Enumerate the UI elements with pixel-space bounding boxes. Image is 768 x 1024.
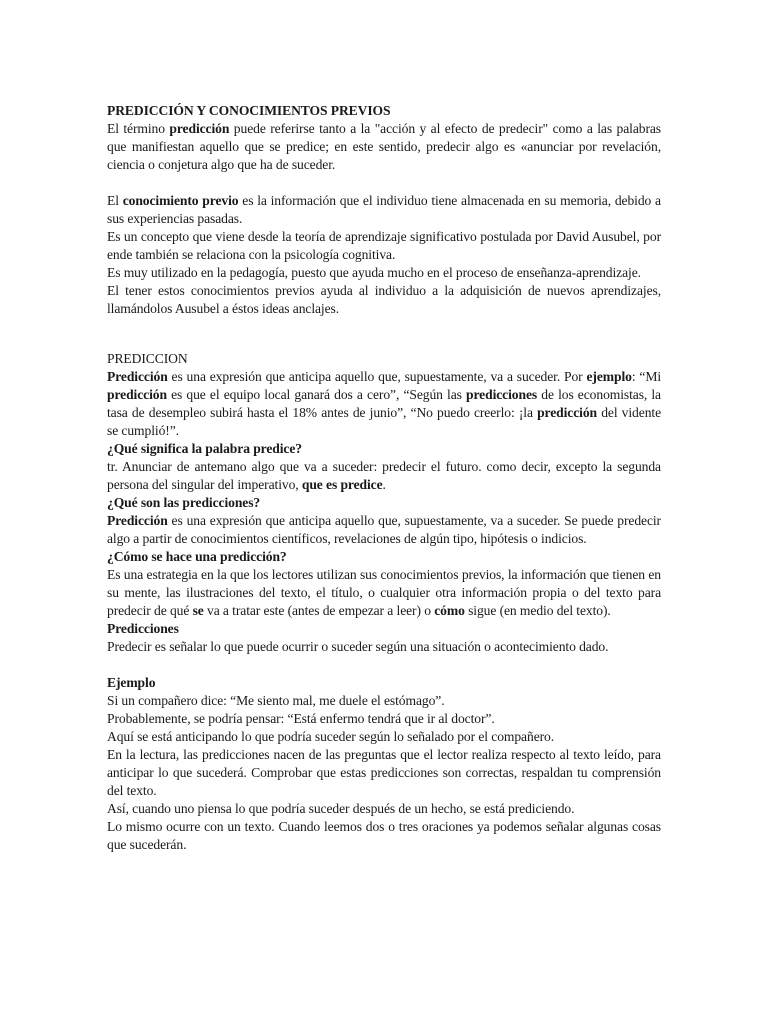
example-line: Si un compañero dice: “Me siento mal, me duele el estómago”.	[107, 693, 445, 708]
text-run: de los economistas, la tasa de desempleo subirá hasta el 18% antes de junio”, “No puedo creerlo: ¡la	[107, 387, 661, 420]
document-content	[107, 102, 661, 854]
example-line: En la lectura, las predicciones nacen de las preguntas que el lector realiza respecto al texto leído, para anticipar lo que sucederá. Comprobar que estas predicciones son correctas, respaldan tu comprensión del texto.	[107, 747, 661, 798]
example-line: Probablemente, se podría pensar: “Está enfermo tendrá que ir al doctor”.	[107, 711, 495, 726]
text-run: : “Mi	[631, 369, 661, 384]
text-run: es la información que el individuo tiene almacenada en su memoria, debido a sus experiencias pasadas.	[107, 193, 661, 226]
section-title-prediccion: PREDICCION	[107, 351, 188, 366]
paragraph-termino-prediccion	[107, 120, 661, 174]
paragraph-conocimiento-previo	[107, 192, 661, 228]
spacer	[107, 656, 661, 674]
bold-term: predicción	[107, 387, 167, 402]
heading-predicciones: Predicciones	[107, 621, 179, 636]
heading-ejemplo: Ejemplo	[107, 675, 156, 690]
paragraph-pedagogia	[107, 264, 661, 282]
text-run: Es un concepto que viene desde la teoría de aprendizaje significativo postulada por David Ausubel, por ende también se relaciona con la psicología cognitiva.	[107, 229, 661, 262]
text-run: El	[107, 193, 123, 208]
text-run: va a tratar este (antes de empezar a leer) o	[203, 603, 435, 618]
bold-term: conocimiento previo	[122, 193, 239, 208]
text-run: del vidente se cumplió!”.	[107, 405, 661, 438]
example-line: Lo mismo ocurre con un texto. Cuando leemos dos o tres oraciones ya podemos señalar algunas cosas que sucederán.	[107, 819, 661, 852]
text-run: Es muy utilizado en la pedagogía, puesto que ayuda mucho en el proceso de enseñanza-aprendizaje.	[107, 265, 641, 280]
paragraph-concepto-ausubel	[107, 228, 661, 264]
question-como-se-hace: ¿Cómo se hace una predicción?	[107, 549, 287, 564]
text-run: sigue (en medio del texto).	[464, 603, 611, 618]
bold-term: Predicción	[107, 369, 168, 384]
bold-term: predicción	[537, 405, 597, 420]
bold-term: se	[192, 603, 204, 618]
text-run: El tener estos conocimientos previos ayuda al individuo a la adquisición de nuevos aprendizajes, llamándolos Ausubel a éstos	[107, 283, 661, 316]
text-run: es una expresión que anticipa aquello que, supuestamente, va a suceder. Por	[167, 369, 587, 384]
spacer	[107, 174, 661, 192]
text-run: tr. Anunciar de antemano algo que va a suceder: predecir el futuro. como decir, excepto la segunda persona del singular del imperativo,	[107, 459, 661, 492]
bold-term: ejemplo	[586, 369, 632, 384]
paragraph-prediccion-definicion	[107, 368, 661, 440]
example-line: Aquí se está anticipando lo que podría suceder según lo señalado por el compañero.	[107, 729, 555, 744]
text-run: ideas anclajes	[262, 301, 336, 316]
text-run: .	[335, 301, 340, 316]
text-run: puede referirse tanto a la "acción y al efecto de predecir" como a las palabras que manifiestan aquello que se predice; en este sentido, predecir algo es «anunciar por revelación, ciencia o conjetura algo que ha de suceder.	[107, 121, 661, 172]
bold-term: predicción	[169, 121, 230, 136]
paragraph-predecir	[107, 638, 661, 656]
text-run: El término	[107, 121, 170, 136]
question-que-son: ¿Qué son las predicciones?	[107, 495, 261, 510]
text-run: .	[382, 477, 386, 492]
bold-term: que es predice	[301, 477, 383, 492]
answer-que-significa	[107, 458, 661, 494]
text-run: es una expresión que anticipa aquello que, supuestamente, va a suceder. Se puede predecir algo a partir de conocimientos científicos, revelaciones de algún tipo, hipótesis o indicios.	[107, 513, 661, 546]
bold-term: Predicción	[107, 513, 168, 528]
text-run: Predecir es señalar lo que puede ocurrir o suceder según una situación o acontecimiento dado.	[107, 639, 609, 654]
text-run: Es una estrategia en la que los lectores utilizan sus conocimientos previos, la información que tienen en su mente, las ilustraciones del texto, el título, o cualquier otra información propia o del texto para predecir de qué	[107, 567, 661, 618]
text-run: es que el equipo local ganará dos a cero”, “Según las	[166, 387, 467, 402]
paragraph-ideas-anclajes	[107, 282, 661, 318]
answer-que-son	[107, 512, 661, 548]
bold-term: predicciones	[466, 387, 538, 402]
bold-term: cómo	[434, 603, 465, 618]
answer-como-se-hace	[107, 566, 661, 620]
spacer	[107, 318, 661, 350]
example-line: Así, cuando uno piensa lo que podría suceder después de un hecho, se está prediciendo.	[107, 801, 575, 816]
question-que-significa: ¿Qué significa la palabra predice?	[107, 441, 302, 456]
section-title-prediccion-conocimientos: PREDICCIÓN Y CONOCIMIENTOS PREVIOS	[107, 103, 391, 118]
